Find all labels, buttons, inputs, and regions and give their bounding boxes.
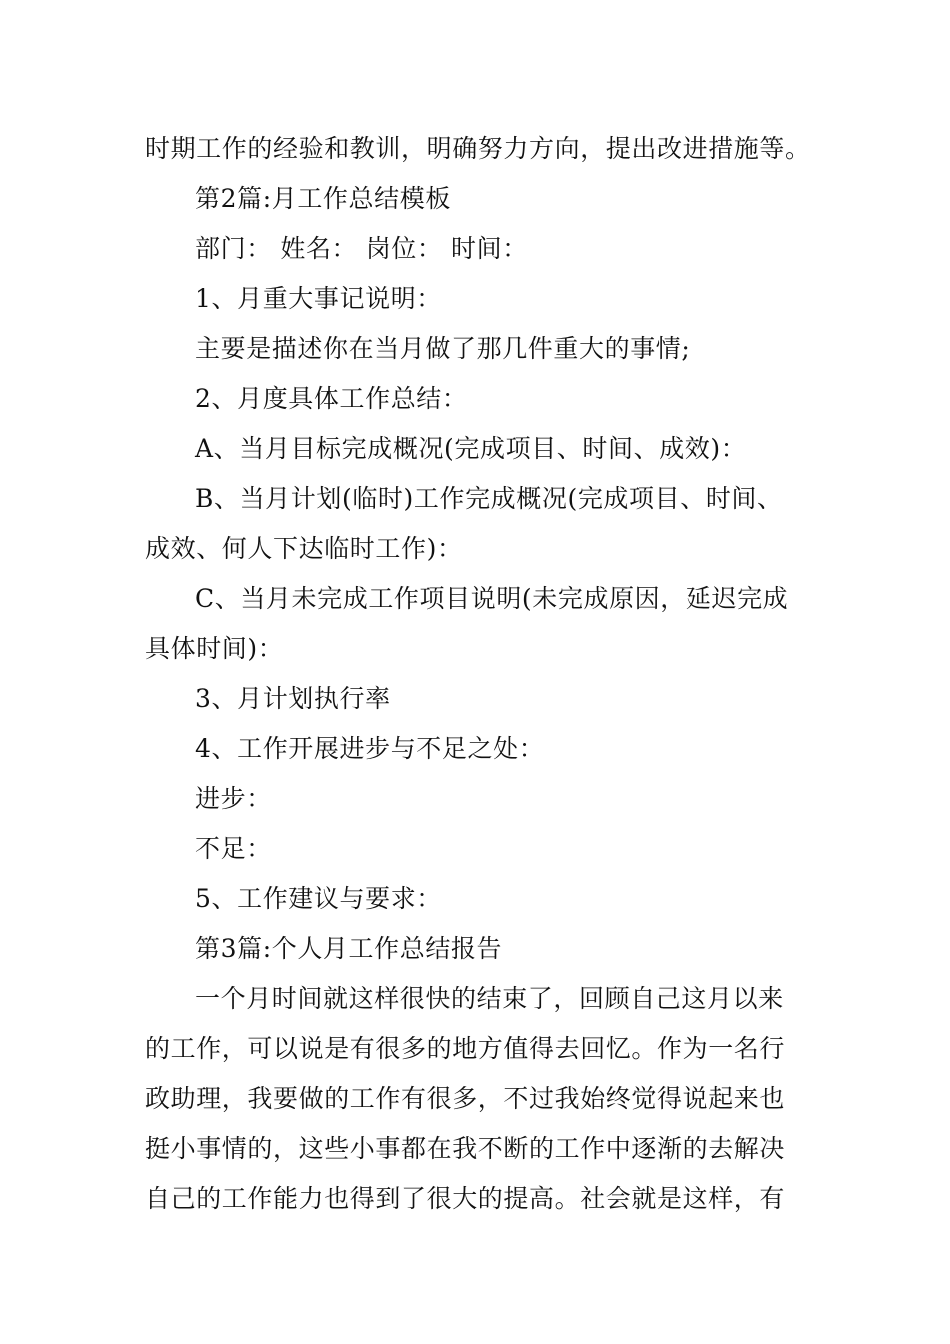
text-line: C、当月未完成工作项目说明(未完成原因，延迟完成 <box>195 584 789 613</box>
text-line: 时期工作的经验和教训，明确努力方向，提出改进措施等。 <box>145 134 811 163</box>
text-line: 的工作，可以说是有很多的地方值得去回忆。作为一名行 <box>145 1034 786 1063</box>
text-line: 4、工作开展进步与不足之处： <box>195 734 545 763</box>
text-line: 主要是描述你在当月做了那几件重大的事情; <box>195 334 691 363</box>
text-line: A、当月目标完成概况(完成项目、时间、成效)： <box>195 434 747 463</box>
text-line: 挺小事情的，这些小事都在我不断的工作中逐渐的去解决 <box>145 1134 786 1163</box>
text-line: 自己的工作能力也得到了很大的提高。社会就是这样，有 <box>145 1184 786 1213</box>
section-heading: 第3篇:个人月工作总结报告 <box>195 934 503 963</box>
text-line: 5、工作建议与要求： <box>195 884 442 913</box>
text-line: 具体时间)： <box>145 634 284 663</box>
text-line: 不足： <box>195 834 272 863</box>
text-line: 部门： 姓名： 岗位： 时间： <box>195 234 528 263</box>
text-line: 一个月时间就这样很快的结束了，回顾自己这月以来 <box>195 984 784 1013</box>
text-line: B、当月计划(临时)工作完成概况(完成项目、时间、 <box>195 484 783 513</box>
text-line: 3、月计划执行率 <box>195 684 391 713</box>
section-heading: 第2篇:月工作总结模板 <box>195 184 451 213</box>
text-line: 2、月度具体工作总结： <box>195 384 468 413</box>
text-line: 1、月重大事记说明： <box>195 284 442 313</box>
text-line: 政助理，我要做的工作有很多，不过我始终觉得说起来也 <box>145 1084 786 1113</box>
text-line: 成效、何人下达临时工作)： <box>145 534 463 563</box>
text-line: 进步： <box>195 784 272 813</box>
